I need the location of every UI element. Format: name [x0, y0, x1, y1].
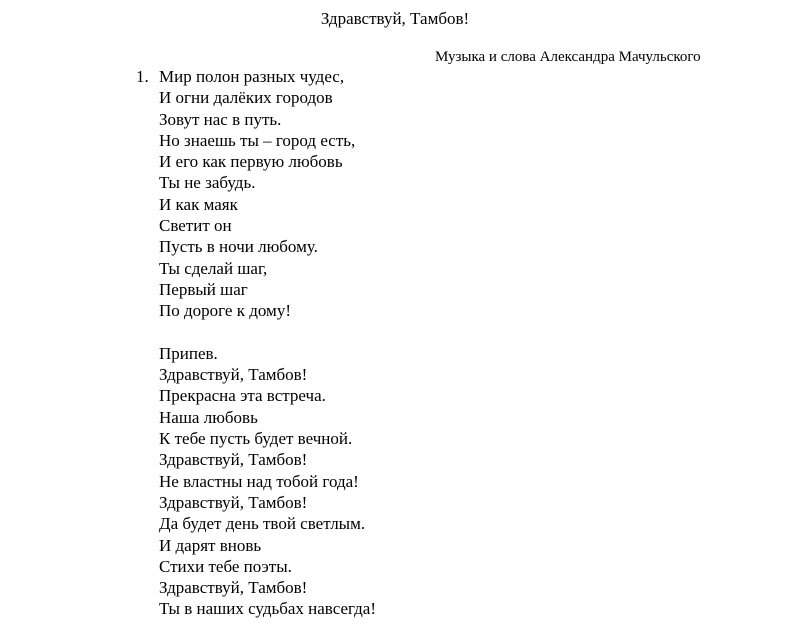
verse-line: Ты не забудь. [159, 173, 256, 193]
chorus-line: И дарят вновь [159, 535, 262, 555]
chorus-line: Да будет день твой светлым. [159, 514, 366, 534]
verse-line: По дороге к дому! [159, 301, 291, 321]
chorus-line: Здравствуй, Тамбов! [159, 450, 308, 470]
song-title: Здравствуй, Тамбов! [320, 9, 470, 28]
chorus-line: Здравствуй, Тамбов! [159, 365, 308, 385]
chorus-line: Здравствуй, Тамбов! [159, 578, 308, 598]
chorus-line: Прекрасна эта встреча. [159, 386, 326, 406]
chorus-line: Стихи тебе поэты. [159, 556, 292, 576]
song-credits: Музыка и слова Александра Мачульского [435, 49, 701, 65]
stanza-gap [159, 322, 376, 343]
chorus-line: Ты в наших судьбах навсегда! [159, 599, 377, 619]
verse-line: Зовут нас в путь. [159, 109, 282, 129]
verse-line: Светит он [159, 216, 232, 236]
verse-number: 1. [136, 67, 149, 86]
chorus-line: К тебе пусть будет вечной. [159, 429, 353, 449]
verse-line: Но знаешь ты – город есть, [159, 130, 356, 150]
verse-line: И как маяк [159, 194, 238, 214]
lyrics-block [159, 66, 376, 620]
verse-line: Мир полон разных чудес, [159, 67, 345, 86]
verse-line: Первый шаг [159, 279, 248, 299]
chorus-line: Здравствуй, Тамбов! [159, 492, 308, 512]
verse-line: И огни далёких городов [159, 88, 333, 108]
chorus-line: Наша любовь [159, 407, 258, 427]
chorus-label: Припев. [159, 343, 218, 363]
verse-block [159, 66, 376, 322]
verse-line: Пусть в ночи любому. [159, 237, 318, 257]
verse-line: И его как первую любовь [159, 152, 343, 172]
chorus-block [159, 343, 376, 620]
verse-line: Ты сделай шаг, [159, 258, 268, 278]
chorus-line: Не властны над тобой года! [159, 471, 359, 491]
